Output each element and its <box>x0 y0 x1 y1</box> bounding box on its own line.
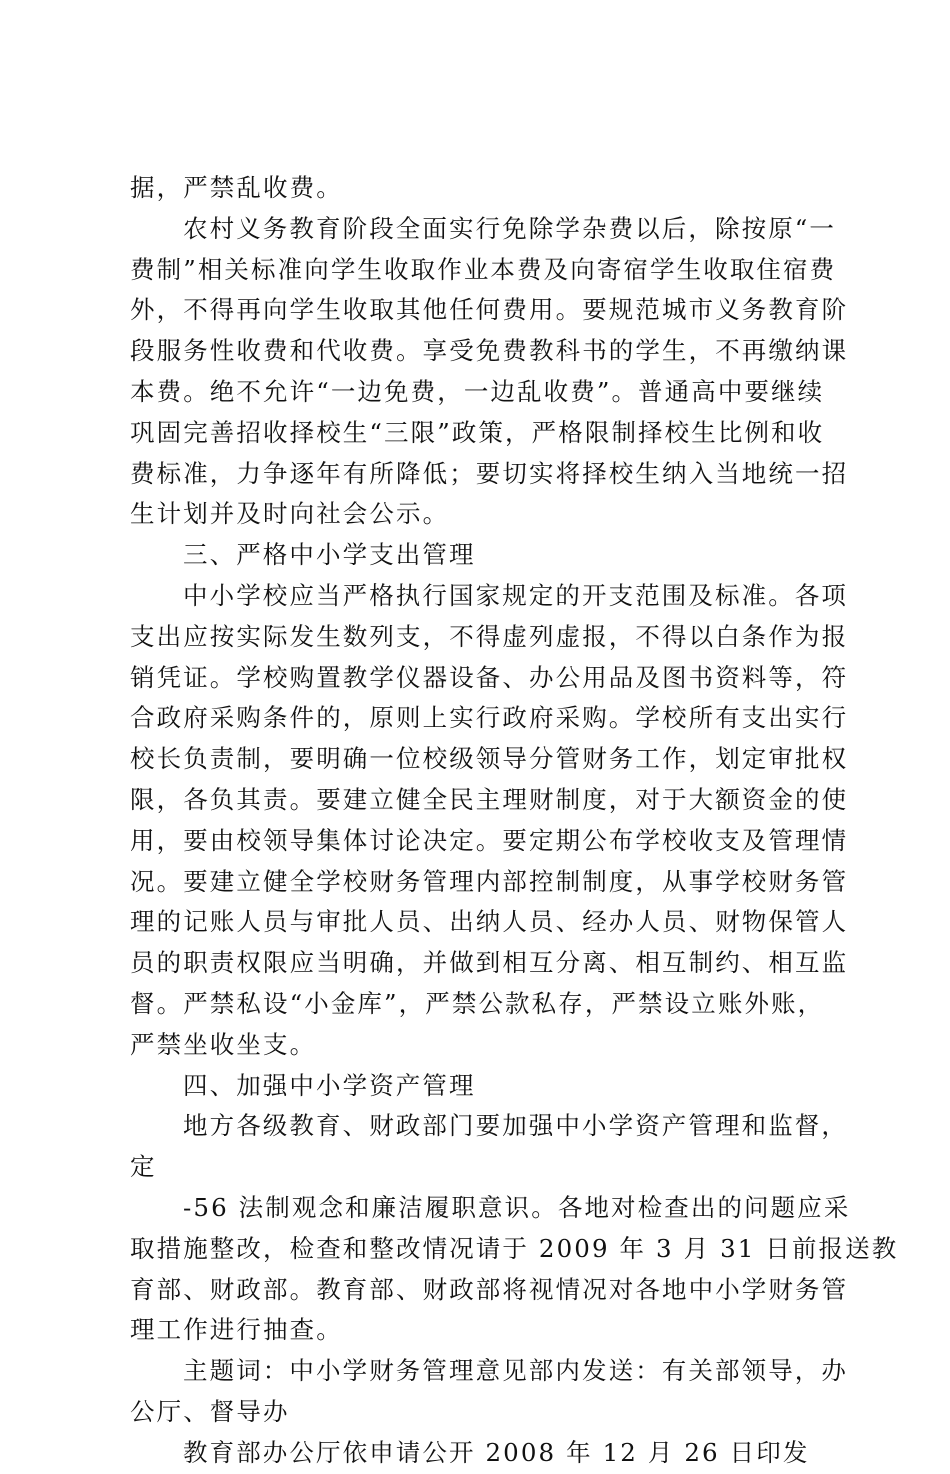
text-line-3: 费制”相关标准向学生收取作业本费及向寄宿学生收取住宿费 <box>130 254 837 284</box>
text-line-9: 生计划并及时向社会公示。 <box>130 499 450 529</box>
text-line-4: 外，不得再向学生收取其他任何费用。要规范城市义务教育阶 <box>130 295 849 325</box>
subject-terms-line: 主题词：中小学财务管理意见部内发送：有关部领导，办 <box>183 1356 848 1386</box>
text-line-11: 中小学校应当严格执行国家规定的开支范围及标准。各项 <box>183 580 848 610</box>
text-line-20: 员的职责权限应当明确，并做到相互分离、相互制约、相互监 <box>130 948 849 978</box>
text-line-15: 校长负责制，要明确一位校级领导分管财务工作，划定审批权 <box>130 744 849 774</box>
text-line-24: 地方各级教育、财政部门要加强中小学资产管理和监督， <box>183 1111 848 1141</box>
issue-date-line: 教育部办公厅依申请公开 2008 年 12 月 26 日印发 <box>183 1437 810 1467</box>
text-line-6: 本费。绝不允许“一边免费，一边乱收费”。普通高中要继续 <box>130 376 825 406</box>
text-line-14: 合政府采购条件的，原则上实行政府采购。学校所有支出实行 <box>130 703 849 733</box>
text-line-28: 育部、财政部。教育部、财政部将视情况对各地中小学财务管 <box>130 1274 849 1304</box>
text-line-8: 费标准，力争逐年有所降低；要切实将择校生纳入当地统一招 <box>130 458 849 488</box>
text-line-7: 巩固完善招收择校生“三限”政策，严格限制择校生比例和收 <box>130 417 825 447</box>
document-body <box>130 168 899 1474</box>
section-heading-3: 三、严格中小学支出管理 <box>183 540 476 570</box>
text-line-2: 农村义务教育阶段全面实行免除学杂费以后，除按原“一 <box>183 213 837 243</box>
text-line-22: 严禁坐收坐支。 <box>130 1029 317 1059</box>
text-line-17: 用，要由校领导集体讨论决定。要定期公布学校收支及管理情 <box>130 825 849 855</box>
text-line-18: 况。要建立健全学校财务管理内部控制制度，从事学校财务管 <box>130 866 849 896</box>
text-line-19: 理的记账人员与审批人员、出纳人员、经办人员、财物保管人 <box>130 907 849 937</box>
distribution-line: 公厅、督导办 <box>130 1396 290 1426</box>
text-line-26: -56 法制观念和廉洁履职意识。各地对检查出的问题应采 <box>183 1192 851 1222</box>
text-line-5: 段服务性收费和代收费。享受免费教科书的学生，不再缴纳课 <box>130 336 849 366</box>
text-line-21: 督。严禁私设“小金库”，严禁公款私存，严禁设立账外账， <box>130 988 825 1018</box>
text-line-25: 定 <box>130 1152 157 1182</box>
section-heading-4: 四、加强中小学资产管理 <box>183 1070 476 1100</box>
text-line-1: 据，严禁乱收费。 <box>130 173 343 202</box>
text-line-12: 支出应按实际发生数列支，不得虚列虚报，不得以白条作为报 <box>130 621 849 651</box>
text-line-29: 理工作进行抽查。 <box>130 1315 343 1345</box>
text-line-16: 限，各负其责。要建立健全民主理财制度，对于大额资金的使 <box>130 784 849 814</box>
text-line-27: 取措施整改，检查和整改情况请于 2009 年 3 月 31 日前报送教 <box>130 1233 899 1263</box>
text-line-13: 销凭证。学校购置教学仪器设备、办公用品及图书资料等，符 <box>130 662 849 692</box>
